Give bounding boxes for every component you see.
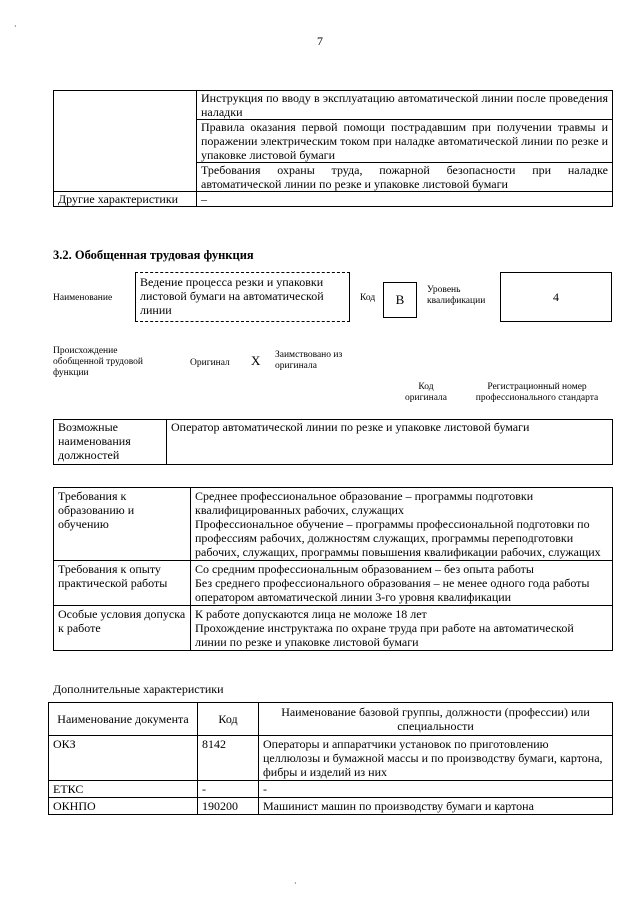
table-cell: 190200 xyxy=(198,798,259,815)
positions-label: Возможные наименования должностей xyxy=(54,420,167,465)
table-cell-text: Инструкция по вводу в эксплуатацию автоматической линии после проведения наладки xyxy=(197,91,613,120)
knowledge-table xyxy=(53,90,613,207)
table-row xyxy=(54,91,613,120)
page-number: 7 xyxy=(317,34,323,48)
table-row xyxy=(54,192,613,207)
code-label: Код xyxy=(360,293,376,303)
table-row xyxy=(49,781,613,798)
function-name-value: Ведение процесса резки и упаковки листовой бумаги на автоматической линии xyxy=(135,272,350,322)
table-cell-text: Требования охраны труда, пожарной безопасности при наладке автоматической линии по резке и упаковке листовой бумаги xyxy=(197,163,613,192)
positions-table xyxy=(53,419,613,465)
table-cell: 8142 xyxy=(198,736,259,781)
table-row xyxy=(49,736,613,781)
scan-speck: · xyxy=(294,879,297,888)
requirement-line: Среднее профессиональное образование – программы подготовки квалифицированных рабочих, служащих xyxy=(195,489,534,517)
requirement-line: Со средним профессиональным образованием – без опыта работы xyxy=(195,562,534,576)
requirement-line: Прохождение инструктажа по охране труда при работе на автоматической линии по резке и упаковке листовой бумаги xyxy=(195,621,574,649)
table-row xyxy=(54,561,613,606)
requirement-line: К работе допускаются лица не моложе 18 лет xyxy=(195,607,427,621)
table-cell: ОКЗ xyxy=(49,736,198,781)
requirement-line: Без среднего профессионального образования – не менее одного года работы оператором автоматической линии 3-го уровня квалификации xyxy=(195,576,590,604)
original-mark: Х xyxy=(251,353,261,368)
header-document: Наименование документа xyxy=(49,703,198,736)
level-value: 4 xyxy=(500,272,612,322)
table-cell-text: Правила оказания первой помощи пострадавшим при получении травмы и поражении электрическим током при наладке автоматической линии по резке и упаковке листовой бумаги xyxy=(197,120,613,163)
header-code: Код xyxy=(198,703,259,736)
requirement-line: Профессиональное обучение – программы профессиональной подготовки по профессиям рабочих, должностям служащих, программы переподготовки рабочих, служащих, программы повышения квалификации рабочих, служащих xyxy=(195,517,601,559)
original-label: Оригинал xyxy=(190,358,230,368)
name-label: Наименование xyxy=(53,293,113,303)
table-row xyxy=(54,488,613,561)
table-cell: - xyxy=(198,781,259,798)
table-cell-category: Другие характеристики xyxy=(54,192,197,207)
requirement-label: Требования к опыту практической работы xyxy=(54,561,191,606)
scan-speck: · xyxy=(14,22,17,31)
table-cell: ЕТКС xyxy=(49,781,198,798)
table-cell: ОКНПО xyxy=(49,798,198,815)
level-label: Уровень квалификации xyxy=(427,285,486,306)
table-row xyxy=(54,420,613,465)
requirement-label: Требования к образованию и обучению xyxy=(54,488,191,561)
table-cell: Операторы и аппаратчики установок по приготовлению целлюлозы и бумажной массы и по производству бумаги, картона, фибры и изделий из них xyxy=(259,736,613,781)
requirement-value xyxy=(191,561,613,606)
requirements-table xyxy=(53,487,613,651)
positions-value: Оператор автоматической линии по резке и упаковке листовой бумаги xyxy=(167,420,613,465)
code-value: В xyxy=(383,282,417,318)
original-code-label: Код оригинала xyxy=(405,382,447,403)
requirement-label: Особые условия допуска к работе xyxy=(54,606,191,651)
extra-characteristics-title: Дополнительные характеристики xyxy=(53,682,224,696)
borrowed-label: Заимствовано из оригинала xyxy=(275,350,343,371)
table-cell: - xyxy=(259,781,613,798)
origin-label: Происхождение обобщенной трудовой функции xyxy=(53,346,143,378)
table-cell: Машинист машин по производству бумаги и картона xyxy=(259,798,613,815)
table-cell-category xyxy=(54,91,197,192)
requirement-value xyxy=(191,606,613,651)
extra-characteristics-table xyxy=(48,702,613,815)
table-cell-text: – xyxy=(197,192,613,207)
table-row xyxy=(49,798,613,815)
table-row xyxy=(54,606,613,651)
header-group-name: Наименование базовой группы, должности (профессии) или специальности xyxy=(259,703,613,736)
section-title: 3.2. Обобщенная трудовая функция xyxy=(53,248,254,262)
table-header-row xyxy=(49,703,613,736)
requirement-value xyxy=(191,488,613,561)
registration-number-label: Регистрационный номер профессионального стандарта xyxy=(475,382,599,403)
